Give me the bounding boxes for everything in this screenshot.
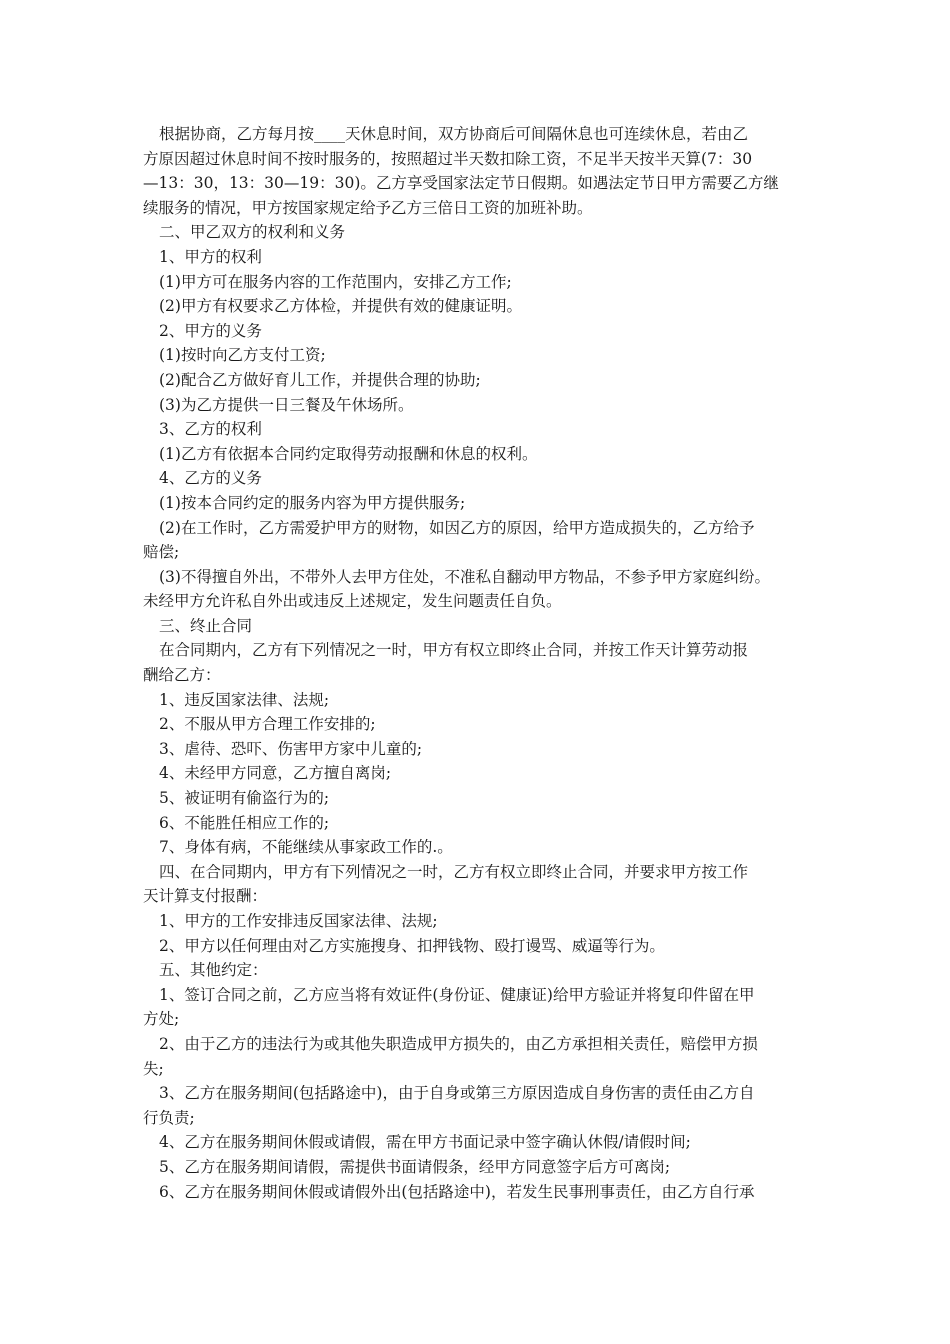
document-line: 2、由于乙方的违法行为或其他失职造成甲方损失的，由乙方承担相关责任，赔偿甲方损 bbox=[159, 1034, 758, 1053]
document-line: (3)不得擅自外出，不带外人去甲方住处，不准私自翻动甲方物品，不参予甲方家庭纠纷。 bbox=[159, 567, 770, 586]
document-line: 2、不服从甲方合理工作安排的; bbox=[159, 715, 376, 734]
document-line: (1)按本合同约定的服务内容为甲方提供服务; bbox=[159, 493, 466, 512]
document-line: 根据协商，乙方每月按____天休息时间，双方协商后可间隔休息也可连续休息，若由乙 bbox=[159, 125, 749, 143]
document-line: 4、未经甲方同意，乙方擅自离岗; bbox=[159, 764, 392, 783]
document-line: 1、甲方的工作安排违反国家法律、法规; bbox=[159, 912, 438, 930]
document-line: 方处; bbox=[143, 1010, 180, 1029]
document-line: 2、甲方的义务 bbox=[159, 321, 262, 340]
document-line: 1、签订合同之前，乙方应当将有效证件(身份证、健康证)给甲方验证并将复印件留在甲 bbox=[159, 985, 755, 1004]
document-line: 2、甲方以任何理由对乙方实施搜身、扣押钱物、殴打谩骂、威逼等行为。 bbox=[159, 936, 665, 955]
document-line: (1)乙方有依据本合同约定取得劳动报酬和休息的权利。 bbox=[159, 444, 538, 463]
document-line: 五、其他约定： bbox=[159, 961, 268, 980]
document-line: 1、甲方的权利 bbox=[159, 247, 262, 266]
document-line: 未经甲方允许私自外出或违反上述规定，发生问题责任自负。 bbox=[143, 592, 562, 611]
document-line: 7、身体有病，不能继续从事家政工作的.。 bbox=[159, 838, 453, 857]
document-line: 行负责; bbox=[143, 1108, 195, 1127]
document-line: —13：30，13：30—19：30)。乙方享受国家法定节日假期。如遇法定节日甲方需要乙方继 bbox=[143, 174, 779, 193]
document-line: 3、乙方的权利 bbox=[159, 420, 262, 439]
document-line: 5、乙方在服务期间请假，需提供书面请假条，经甲方同意签字后方可离岗; bbox=[159, 1157, 671, 1176]
document-line: 三、终止合同 bbox=[159, 616, 253, 635]
document-line: 5、被证明有偷盗行为的; bbox=[159, 789, 330, 808]
document-line: (2)甲方有权要求乙方体检，并提供有效的健康证明。 bbox=[159, 297, 522, 316]
document-line: 失; bbox=[143, 1059, 164, 1078]
document-page bbox=[143, 122, 823, 1204]
document-line: 在合同期内，乙方有下列情况之一时，甲方有权立即终止合同，并按工作天计算劳动报 bbox=[159, 641, 749, 660]
document-line: 酬给乙方： bbox=[143, 666, 221, 685]
document-line: 续服务的情况，甲方按国家规定给予乙方三倍日工资的加班补助。 bbox=[143, 198, 593, 217]
document-line: (2)配合乙方做好育儿工作，并提供合理的协助; bbox=[159, 370, 481, 389]
document-line: 4、乙方在服务期间休假或请假，需在甲方书面记录中签字确认休假/请假时间; bbox=[159, 1133, 691, 1152]
document-line: 赔偿; bbox=[143, 543, 180, 562]
document-line: 6、乙方在服务期间休假或请假外出(包括路途中)，若发生民事刑事责任，由乙方自行承 bbox=[159, 1182, 755, 1201]
document-line: (3)为乙方提供一日三餐及午休场所。 bbox=[159, 395, 414, 414]
document-line: 四、在合同期内，甲方有下列情况之一时，乙方有权立即终止合同，并要求甲方按工作 bbox=[159, 862, 749, 881]
document-line: (2)在工作时，乙方需爱护甲方的财物，如因乙方的原因，给甲方造成损失的，乙方给予 bbox=[159, 518, 755, 537]
document-line: 3、虐待、恐吓、伤害甲方家中儿童的; bbox=[159, 739, 423, 758]
document-line: 天计算支付报酬： bbox=[143, 887, 268, 906]
document-line: 二、甲乙双方的权利和义务 bbox=[159, 223, 346, 242]
document-line: (1)甲方可在服务内容的工作范围内，安排乙方工作; bbox=[159, 272, 512, 291]
document-line: 方原因超过休息时间不按时服务的，按照超过半天数扣除工资，不足半天按半天算(7：30 bbox=[143, 149, 753, 168]
document-line: (1)按时向乙方支付工资; bbox=[159, 346, 326, 365]
document-line: 4、乙方的义务 bbox=[159, 469, 262, 488]
document-line: 6、不能胜任相应工作的; bbox=[159, 813, 330, 832]
document-line: 1、违反国家法律、法规; bbox=[159, 690, 330, 709]
document-line: 3、乙方在服务期间(包括路途中)，由于自身或第三方原因造成自身伤害的责任由乙方自 bbox=[159, 1084, 755, 1103]
